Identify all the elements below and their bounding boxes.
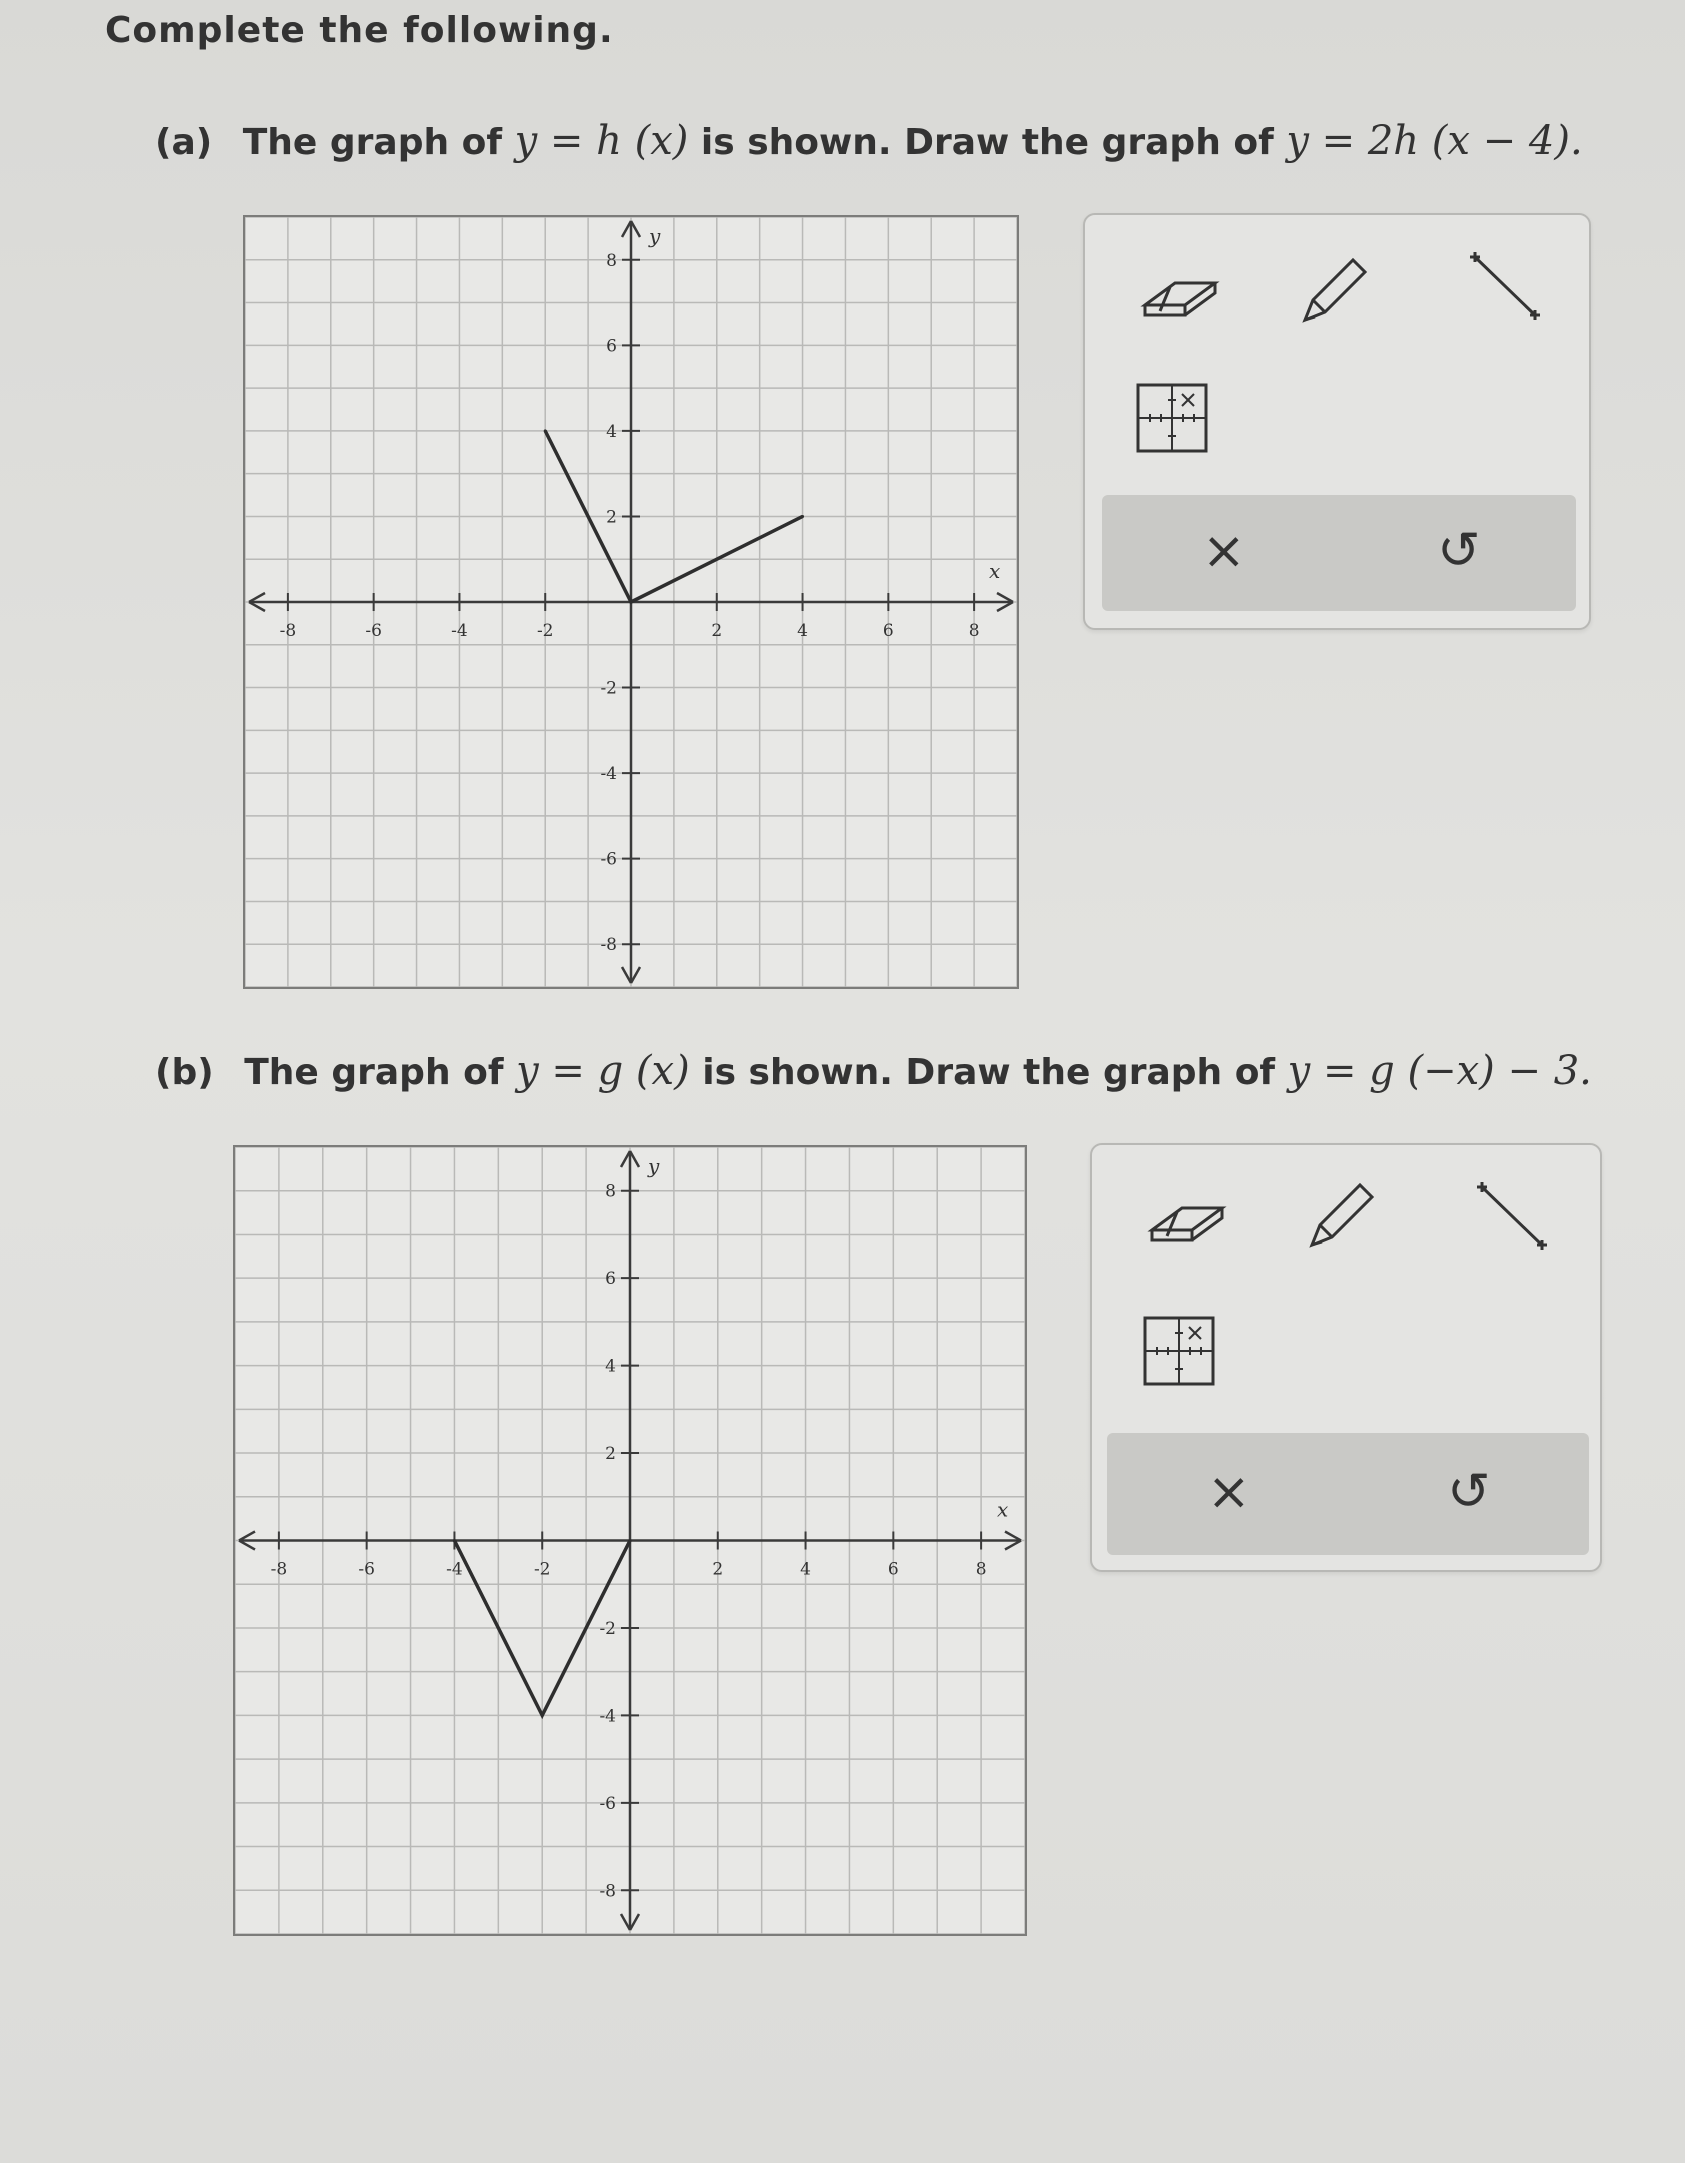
y-axis-label: y [649, 224, 661, 248]
y-tick-label: -4 [600, 764, 617, 785]
action-bar-b [1107, 1433, 1589, 1555]
y-tick-label: 4 [605, 1356, 616, 1377]
y-tick-label: -8 [600, 935, 617, 956]
pencil-tool-b[interactable] [1302, 1170, 1382, 1260]
line-segment-icon [1472, 1175, 1552, 1255]
pencil-icon [1302, 1170, 1382, 1260]
y-tick-label: -2 [600, 678, 617, 699]
x-tick-label: 4 [800, 1559, 811, 1580]
x-tick-label: 8 [975, 1559, 987, 1580]
y-tick-label: -4 [599, 1706, 616, 1727]
curve-vertex [453, 1539, 456, 1542]
question-a [155, 118, 1583, 164]
y-tick-label: -2 [599, 1618, 616, 1639]
question-a-math-2: y = 2h (x − 4). [1286, 118, 1583, 164]
undo-button-b[interactable]: ↺ [1447, 1462, 1491, 1522]
toolbox-a [1083, 213, 1591, 630]
graph-b[interactable] [233, 1145, 1027, 1936]
y-tick-label: -6 [599, 1793, 616, 1814]
eraser-tool-a[interactable] [1135, 265, 1225, 325]
y-tick-label: 6 [606, 336, 617, 357]
eraser-icon [1135, 265, 1225, 325]
clear-button-b[interactable]: × [1207, 1462, 1251, 1522]
x-tick-label: 2 [711, 621, 723, 641]
line-tool-b[interactable] [1472, 1175, 1552, 1255]
point-grid-icon [1142, 1313, 1218, 1389]
question-a-text-2: is shown. Draw the graph of [700, 122, 1274, 163]
undo-button-a[interactable]: ↺ [1437, 521, 1481, 581]
curve-vertex [630, 601, 633, 604]
point-grid-icon [1135, 380, 1211, 456]
y-tick-label: 8 [606, 250, 617, 271]
question-b-label: (b) [155, 1052, 214, 1093]
curve-vertex [541, 1714, 544, 1717]
y-tick-label: 2 [606, 507, 617, 528]
x-tick-label: -8 [279, 621, 297, 641]
question-a-label: (a) [155, 122, 213, 163]
question-b-text-2: is shown. Draw the graph of [702, 1052, 1276, 1093]
page-heading: Complete the following. [105, 10, 614, 51]
graph-b-canvas[interactable] [235, 1147, 1025, 1934]
curve-vertex [801, 515, 804, 518]
action-bar-a [1102, 495, 1576, 611]
x-tick-label: -2 [536, 621, 554, 641]
question-b-text-1: The graph of [244, 1052, 504, 1093]
y-tick-label: -8 [599, 1881, 616, 1902]
x-tick-label: -4 [451, 621, 468, 641]
eraser-tool-b[interactable] [1142, 1190, 1232, 1250]
y-tick-label: -6 [600, 849, 617, 870]
eraser-icon [1142, 1190, 1232, 1250]
x-axis-label: x [997, 1497, 1009, 1522]
question-a-math-1: y = h (x) [514, 118, 689, 164]
pencil-icon [1295, 245, 1375, 335]
question-b-math-2: y = g (−x) − 3. [1287, 1048, 1592, 1094]
y-tick-label: 8 [605, 1181, 616, 1202]
x-tick-label: 2 [712, 1559, 724, 1580]
y-tick-label: 6 [605, 1269, 616, 1290]
curve-vertex [629, 1539, 632, 1542]
x-tick-label: 6 [887, 1559, 899, 1580]
pencil-tool-a[interactable] [1295, 245, 1375, 335]
line-segment-icon [1465, 245, 1545, 325]
x-tick-label: -6 [358, 1559, 375, 1580]
point-tool-a[interactable] [1135, 380, 1211, 456]
x-tick-label: 6 [882, 621, 894, 641]
y-tick-label: 2 [605, 1444, 616, 1465]
graph-a[interactable] [243, 215, 1019, 989]
question-b [155, 1048, 1592, 1094]
x-tick-label: -8 [270, 1559, 288, 1580]
line-tool-a[interactable] [1465, 245, 1545, 325]
x-axis-label: x [989, 559, 1001, 583]
x-tick-label: 4 [797, 621, 808, 641]
curve-vertex [544, 429, 547, 432]
x-tick-label: -6 [365, 621, 382, 641]
x-tick-label: 8 [968, 621, 980, 641]
clear-button-a[interactable]: × [1202, 521, 1246, 581]
y-axis-label: y [648, 1154, 660, 1178]
x-tick-label: -2 [533, 1559, 551, 1580]
toolbox-b [1090, 1143, 1602, 1572]
graph-a-canvas[interactable] [245, 217, 1017, 987]
point-tool-b[interactable] [1142, 1313, 1218, 1389]
question-b-math-1: y = g (x) [516, 1048, 690, 1094]
x-tick-label: -4 [446, 1559, 463, 1580]
question-a-text-1: The graph of [242, 122, 503, 163]
y-tick-label: 4 [606, 421, 617, 442]
